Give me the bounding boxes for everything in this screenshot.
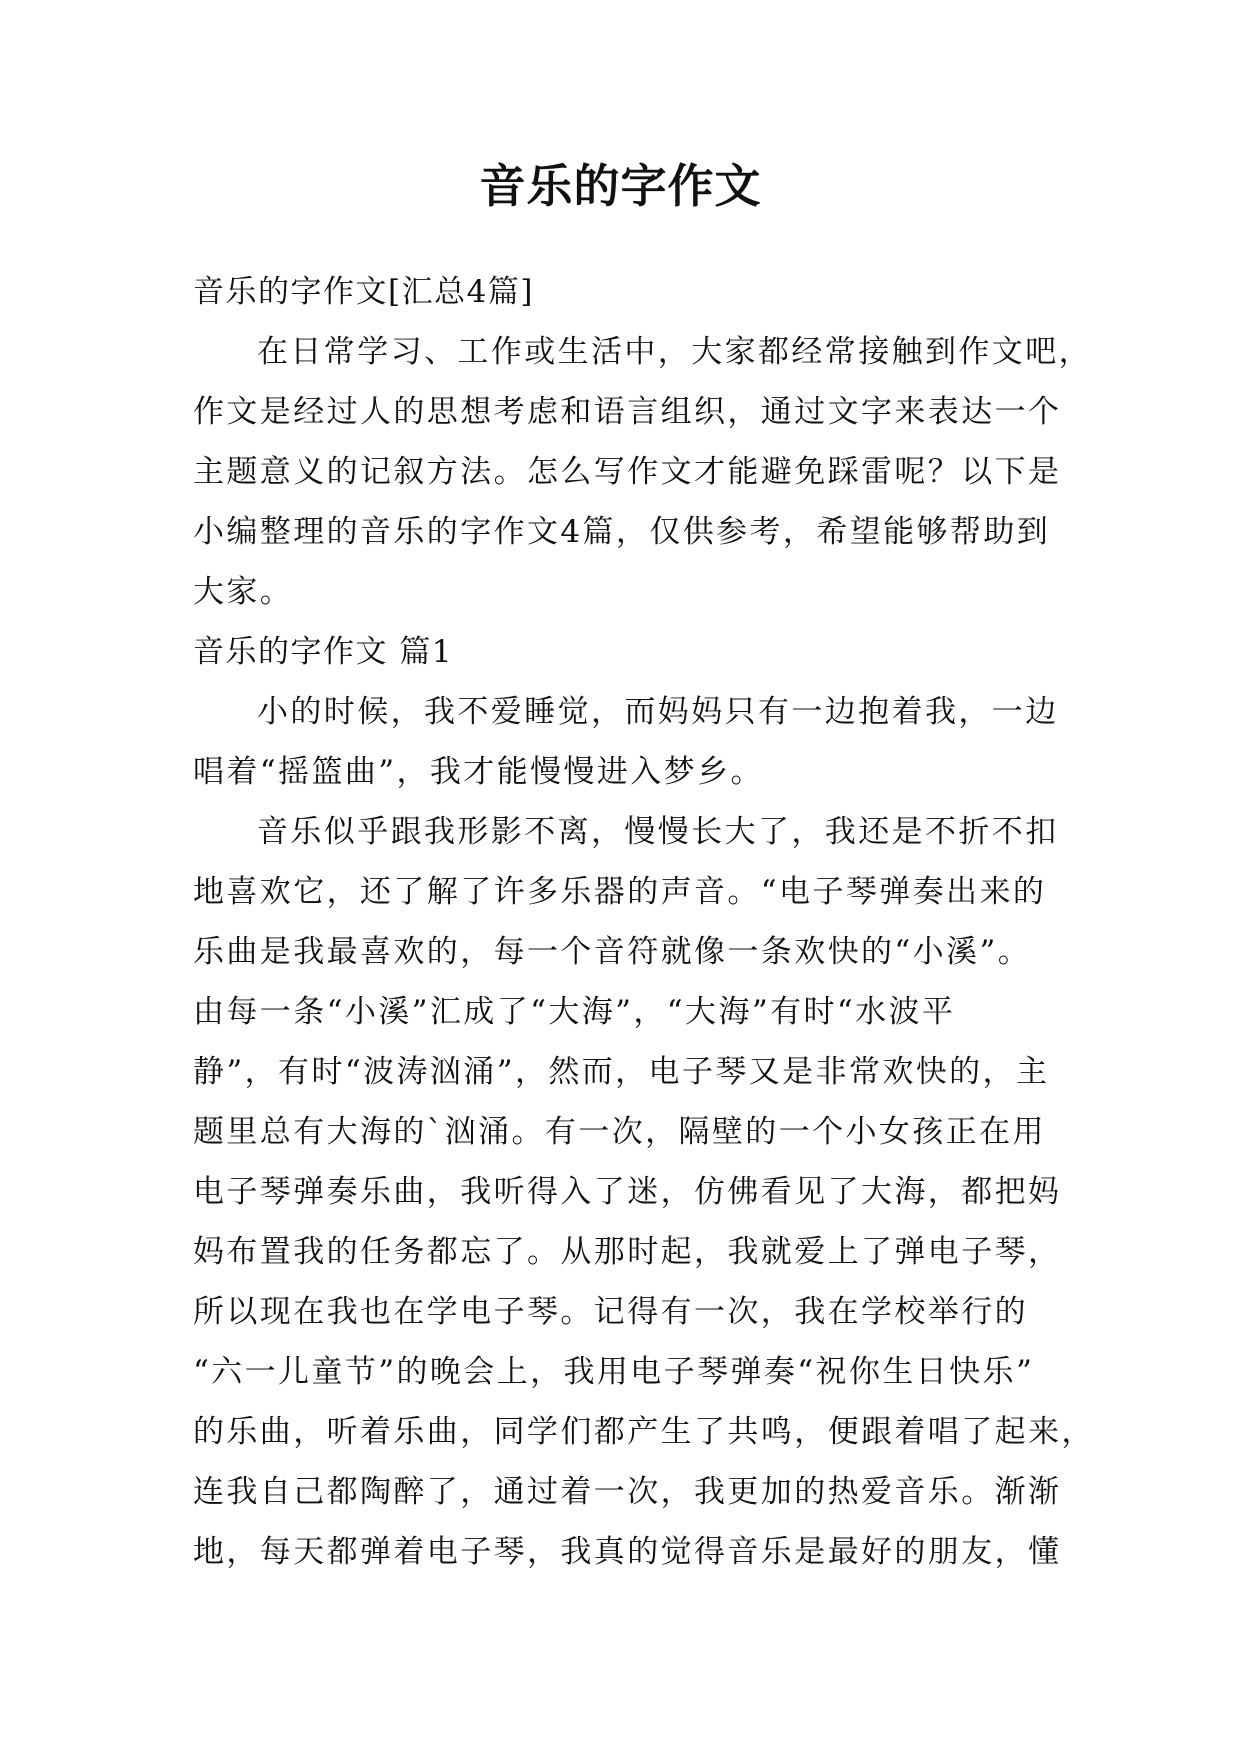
paragraph-line: 小的时候，我不爱睡觉，而妈妈只有一边抱着我，一边 xyxy=(257,694,1059,730)
paragraph-line: 音乐似乎跟我形影不离，慢慢长大了，我还是不折不扣 xyxy=(257,814,1059,850)
paragraph-line: 在日常学习、工作或生活中，大家都经常接触到作文吧， xyxy=(257,334,1092,370)
paragraph-line: “六一儿童节”的晚会上，我用电子琴弹奏“祝你生日快乐” xyxy=(193,1354,1035,1390)
paragraph-line: 乐曲是我最喜欢的，每一个音符就像一条欢快的“小溪”。 xyxy=(193,934,1032,970)
paragraph-line: 题里总有大海的`汹涌。有一次，隔壁的一个小女孩正在用 xyxy=(193,1114,1046,1150)
paragraph-line: 小编整理的音乐的字作文4篇，仅供参考，希望能够帮助到 xyxy=(193,514,1051,550)
paragraph-line: 妈布置我的任务都忘了。从那时起，我就爱上了弹电子琴， xyxy=(193,1234,1062,1270)
paragraph-line: 连我自己都陶醉了，通过着一次，我更加的热爱音乐。渐渐 xyxy=(193,1474,1062,1510)
paragraph-line: 大家。 xyxy=(193,574,294,610)
paragraph-line: 电子琴弹奏乐曲，我听得入了迷，仿佛看见了大海，都把妈 xyxy=(193,1174,1062,1210)
paragraph-line: 唱着“摇篮曲”，我才能慢慢进入梦乡。 xyxy=(193,754,764,790)
section-heading: 音乐的字作文[汇总4篇] xyxy=(193,274,534,310)
document-body xyxy=(193,262,1095,1582)
paragraph-line: 所以现在我也在学电子琴。记得有一次，我在学校举行的 xyxy=(193,1294,1028,1330)
paragraph-line: 静”，有时“波涛汹涌”，然而，电子琴又是非常欢快的，主 xyxy=(193,1054,1050,1090)
document-title: 音乐的字作文 xyxy=(479,159,762,213)
paragraph-line: 地，每天都弹着电子琴，我真的觉得音乐是最好的朋友，懂 xyxy=(193,1534,1062,1570)
section-heading: 音乐的字作文 篇1 xyxy=(193,634,454,670)
paragraph-line: 地喜欢它，还了解了许多乐器的声音。“电子琴弹奏出来的 xyxy=(193,874,1047,910)
paragraph-line: 的乐曲，听着乐曲，同学们都产生了共鸣，便跟着唱了起来， xyxy=(193,1414,1095,1450)
paragraph-line: 由每一条“小溪”汇成了“大海”，“大海”有时“水波平 xyxy=(193,994,956,1030)
paragraph-line: 作文是经过人的思想考虑和语言组织，通过文字来表达一个 xyxy=(193,394,1062,430)
paragraph-line: 主题意义的记叙方法。怎么写作文才能避免踩雷呢？以下是 xyxy=(193,454,1062,490)
